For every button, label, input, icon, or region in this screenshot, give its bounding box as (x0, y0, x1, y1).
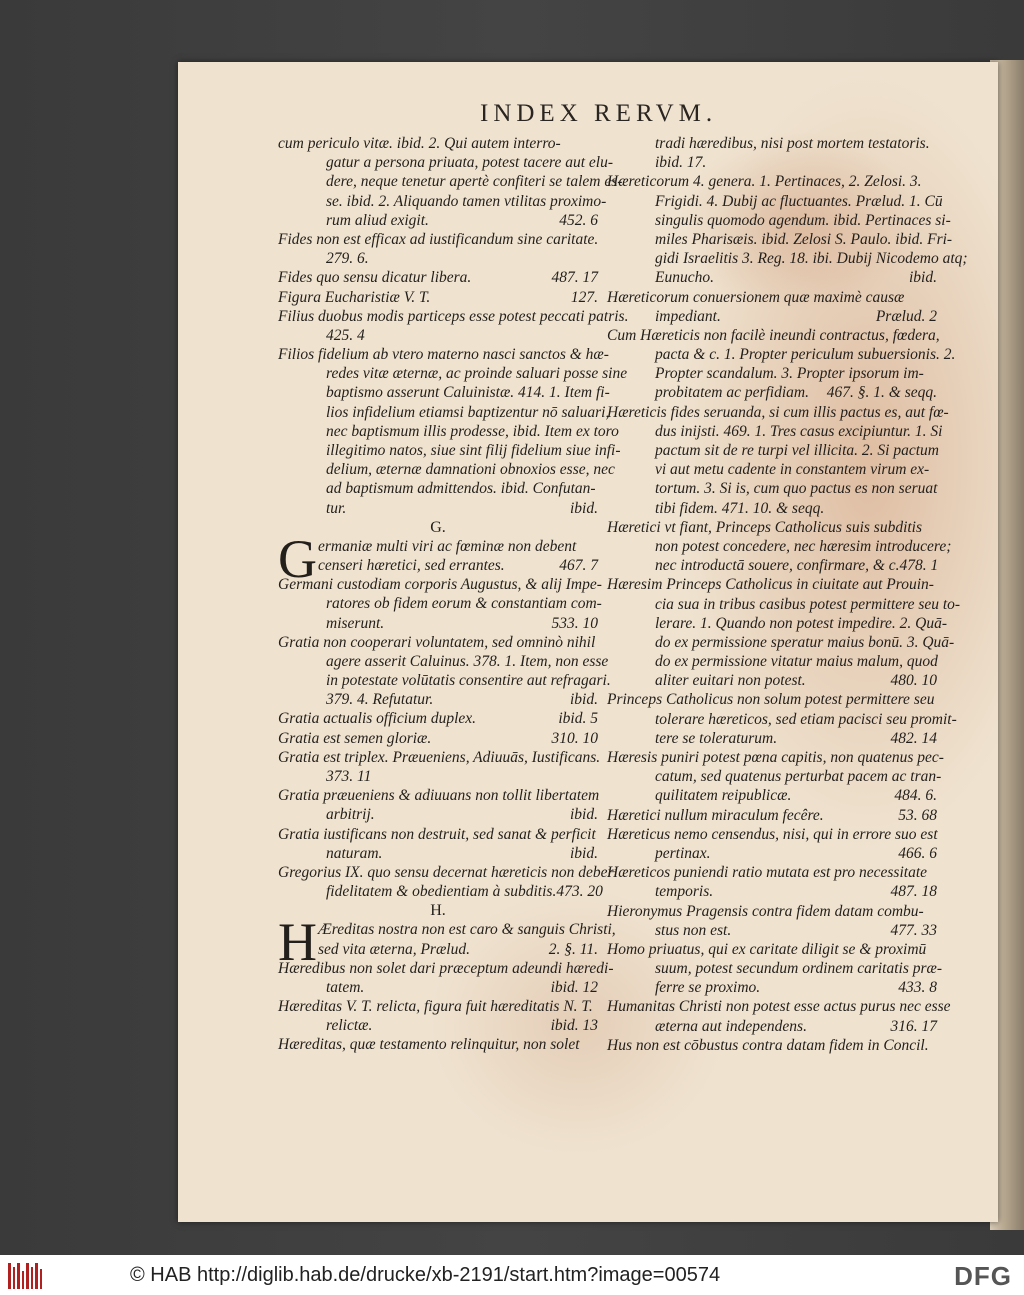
entry-last-line (278, 288, 598, 307)
entry-line: Hæreticorum 4. genera. 1. Pertinaces, 2. Zelosi. 3. (607, 173, 922, 191)
entry-last-line (278, 978, 598, 997)
page-reference: 433. 8 (898, 979, 937, 997)
entry-text: Eunucho. (655, 269, 714, 287)
page-reference: 53. 68 (898, 806, 937, 824)
index-entry (607, 1036, 937, 1055)
page-reference: ibid. 5 (558, 710, 598, 728)
entry-last-line (607, 729, 937, 748)
entry-line: ermaniæ multi viri ac fœminæ non debent (318, 537, 577, 555)
page-reference: ibid. (570, 691, 598, 709)
index-entry (278, 748, 601, 786)
entry-text: stus non est. (655, 921, 732, 939)
index-entry (607, 863, 937, 901)
entry-last-line (607, 671, 937, 690)
entry-last-line (278, 805, 598, 824)
entry-last-line (278, 729, 598, 748)
entry-line: redes vitæ æternæ, ac proinde saluari posse sine (326, 365, 628, 383)
entry-line: Hæreticis fides seruanda, si cum illis pactus es, aut fœ- (607, 403, 949, 421)
index-entry (278, 729, 598, 748)
index-entry (278, 345, 628, 518)
entry-last-line (607, 1036, 937, 1055)
page-reference: 452. 6 (559, 211, 598, 229)
entry-line: Homo priuatus, qui ex caritate diligit se & proximū (607, 940, 927, 958)
page-reference: 487. 18 (890, 883, 937, 901)
entry-text: tur. (326, 499, 347, 517)
entry-text: aliter euitari non potest. (655, 672, 806, 690)
entry-text: Figura Eucharistiæ V. T. (278, 288, 431, 306)
entry-line: lios infidelium etiamsi baptizentur nō saluari, (326, 403, 610, 421)
page-reference: 466. 6 (898, 844, 937, 862)
entry-text: tatem. (326, 978, 365, 996)
entry-line: Gratia iustificans non destruit, sed sanat & perficit (278, 825, 596, 843)
entry-text: fidelitatem & obedientiam à subditis. (326, 883, 557, 901)
entry-text: Gratia est semen gloriæ. (278, 729, 432, 747)
entry-text: æterna aut independens. (655, 1017, 807, 1035)
entry-last-line (278, 1035, 598, 1054)
entry-last-line (278, 614, 598, 633)
index-entry (607, 997, 951, 1035)
entry-line: Humanitas Christi non potest esse actus purus nec esse (607, 998, 951, 1016)
page-reference: 473. 20 (556, 883, 603, 901)
entry-line: baptismo asserunt Caluinistæ. 414. 1. Item fi- (326, 384, 610, 402)
index-entry (278, 134, 623, 230)
entry-text: miserunt. (326, 614, 385, 632)
page-reference: 478. 1 (899, 557, 939, 575)
drop-capital: H (278, 912, 317, 973)
hab-logo-icon (8, 1261, 42, 1289)
entry-last-line (278, 709, 598, 728)
entry-text: 373. 11 (326, 768, 372, 785)
entry-line: Hæresis puniri potest pœna capitis, non quatenus pec- (607, 749, 944, 766)
drop-capital: G (278, 528, 317, 589)
entry-line: non potest concedere, nec hæresim introducere; (655, 537, 952, 555)
entry-last-line (278, 249, 598, 268)
entry-line: do ex permissione vitatur maius malum, quod (655, 653, 938, 671)
page-reference: ibid. (909, 269, 937, 287)
page-reference: ibid. (570, 499, 598, 517)
entry-line: pacta & c. 1. Propter periculum subuersionis. 2. (655, 346, 956, 364)
entry-line: catum, sed quatenus perturbat pacem ac tran- (655, 768, 942, 786)
entry-line: cia sua in tribus casibus potest permittere seu to- (655, 595, 961, 613)
entry-line: cum periculo vitæ. ibid. 2. Qui autem interro- (278, 135, 561, 152)
entry-text: ferre se proximo. (655, 979, 761, 997)
entry-line: vi aut metu cadente in constantem virum ex- (655, 461, 930, 479)
entry-text: naturam. (326, 844, 383, 862)
entry-last-line (607, 499, 937, 518)
page-reference: 2. §. 11. (548, 940, 598, 958)
entry-last-line (607, 786, 937, 805)
entry-line: Princeps Catholicus non solum potest permittere seu (607, 691, 935, 709)
entry-line: singulis quomodo agendum. ibid. Pertinaces si- (655, 211, 951, 229)
entry-text: 379. 4. Refutatur. (326, 691, 434, 709)
entry-line: Æreditas nostra non est caro & sanguis Christi, (318, 921, 616, 939)
running-head: INDEX RERVM. (480, 100, 718, 127)
entry-line: Gregorius IX. quo sensu decernat hæreticis non deberi (278, 863, 618, 881)
entry-last-line (607, 383, 937, 402)
index-entry (278, 1035, 598, 1054)
entry-line: Fides non est efficax ad iustificandum sine caritate. (278, 230, 599, 248)
entry-line: tortum. 3. Si is, cum quo pactus es non seruat (655, 480, 938, 498)
page-reference: 487. 17 (551, 269, 598, 287)
entry-last-line (278, 1016, 598, 1035)
entry-line: lerare. 1. Quando non potest impedire. 2. Quā- (655, 614, 948, 632)
entry-last-line (607, 153, 937, 172)
entry-line: Gratia non cooperari voluntatem, sed omninò nihil (278, 633, 596, 651)
index-entry (278, 575, 602, 633)
entry-line: Filius duobus modis particeps esse potest peccati patris. (278, 307, 629, 325)
entry-text: impediant. (655, 307, 721, 325)
index-entry (278, 307, 629, 345)
entry-line: tradi hæredibus, nisi post mortem testatoris. (655, 135, 930, 152)
entry-line: Hæreticus nemo censendus, nisi, qui in errore suo est (607, 825, 938, 843)
page-reference: 484. 6. (894, 787, 937, 805)
index-entry (278, 633, 611, 710)
entry-line: gidi Israelitis 3. Reg. 18. ibi. Dubij Nicodemo atq; (655, 250, 968, 268)
page-reference: 467. §. 1. & seqq. (826, 384, 937, 402)
index-entry (607, 575, 961, 690)
entry-line: do ex permissione speratur maius bonū. 3. Quā- (655, 633, 955, 651)
index-entry (278, 709, 598, 728)
entry-last-line (278, 940, 598, 959)
index-column-left (278, 134, 629, 1055)
entry-line: nec baptismum illis prodesse, ibid. Item ex toro (326, 422, 619, 440)
entry-text: relictæ. (326, 1017, 373, 1035)
entry-line: Hæretici vt fiant, Princeps Catholicus suis subditis (607, 518, 923, 536)
entry-line: Gratia præueniens & adiuuans non tollit libertatem (278, 787, 600, 805)
entry-line: Germani custodiam corporis Augustus, & alij Impe- (278, 576, 602, 594)
entry-text: quilitatem reipublicæ. (655, 787, 792, 805)
entry-line: ad baptismum admittendos. ibid. Confutan- (326, 480, 596, 498)
entry-last-line (607, 844, 937, 863)
entry-line: dus inijsti. 469. 1. Tres casus excipiuntur. 1. Si (655, 422, 943, 440)
entry-text: 425. 4 (326, 326, 365, 344)
entry-last-line (278, 326, 598, 345)
entry-text: Hæretici nullum miraculum fecêre. (607, 806, 824, 824)
index-column-right (607, 134, 968, 1055)
entry-last-line (278, 268, 598, 287)
entry-last-line (607, 806, 937, 825)
dfg-logo: DFG (954, 1261, 1012, 1291)
index-entry (607, 518, 952, 576)
entry-last-line (278, 844, 598, 863)
page-reference: ibid. 12 (550, 978, 598, 996)
entry-line: gatur a persona priuata, potest tacere aut elu- (326, 154, 614, 172)
entry-line: Hæreticos puniendi ratio mutata est pro necessitate (607, 864, 928, 882)
entry-line: tolerare hæreticos, sed etiam pacisci seu promit- (655, 710, 957, 728)
entry-last-line (607, 268, 937, 287)
entry-line: in potestate volūtatis consentire aut refragari. (326, 672, 611, 690)
page-reference: 310. 10 (551, 729, 598, 747)
entry-last-line (607, 1017, 937, 1036)
entry-text: ibid. 17. (655, 154, 707, 172)
page-reference: 533. 10 (551, 614, 598, 632)
entry-text: temporis. (655, 883, 714, 901)
entry-line: Hæreditas V. T. relicta, figura fuit hæreditatis N. T. (278, 998, 593, 1016)
index-entry (607, 748, 944, 806)
entry-last-line (278, 767, 598, 786)
entry-last-line (278, 690, 598, 709)
index-entry (607, 825, 937, 863)
index-entry (607, 134, 937, 172)
entry-text: Gratia actualis officium duplex. (278, 710, 477, 728)
index-entry (278, 863, 618, 901)
entry-line: Hieronymus Pragensis contra fidem datam combu- (607, 902, 924, 920)
page-reference: ibid. 13 (550, 1017, 598, 1035)
section-letter: H. (430, 902, 446, 920)
entry-line: Gratia est triplex. Præueniens, Adiuuās, Iustificans. (278, 748, 601, 766)
entry-line: Propter scandalum. 3. Propter ipsorum im- (655, 365, 924, 383)
entry-text: 279. 6. (326, 250, 369, 268)
entry-line: Hæredibus non solet dari præceptum adeundi hæredi- (278, 959, 614, 977)
entry-text: nec introductā souere, confirmare, & c. (655, 557, 900, 575)
entry-text: censeri hæretici, sed errantes. (318, 556, 505, 574)
entry-last-line (607, 882, 937, 901)
entry-line: ratores ob fidem eorum & constantiam com- (326, 595, 602, 613)
entry-line: illegitimo natos, siue sint filij fidelium siue infi- (326, 442, 621, 459)
entry-line: pactum sit de re turpi vel illicita. 2. Si pactum (655, 442, 939, 459)
entry-line: Filios fidelium ab vtero materno nasci sanctos & hæ- (278, 346, 609, 364)
section-letter: G. (430, 518, 446, 536)
page-reference: 316. 17 (890, 1017, 937, 1035)
page-reference: 467. 7 (559, 556, 598, 574)
entry-text: Fides quo sensu dicatur libera. (278, 269, 472, 287)
page-reference: 127. (570, 288, 598, 306)
entry-line: agere asserit Caluinus. 378. 1. Item, non esse (326, 652, 609, 670)
page-reference: ibid. (570, 806, 598, 824)
index-entry (278, 268, 598, 287)
index-entry (607, 902, 937, 940)
index-entry (278, 997, 598, 1035)
index-entry (607, 690, 957, 748)
entry-last-line (278, 211, 598, 230)
entry-text: pertinax. (655, 844, 711, 862)
index-entry (278, 786, 598, 824)
index-entry (607, 326, 956, 403)
entry-text: Hæreditas, quæ testamento relinquitur, non solet (278, 1036, 580, 1054)
index-entry (278, 959, 614, 997)
footer-bar (0, 1255, 1024, 1295)
entry-last-line (278, 556, 598, 575)
entry-line: dere, neque tenetur apertè confiteri se talem es- (326, 173, 623, 191)
entry-last-line (607, 978, 937, 997)
entry-text: arbitrij. (326, 806, 375, 824)
entry-text: probitatem ac perfidiam. (655, 384, 809, 402)
entry-line: delium, æternæ damnationi obnoxios esse, nec (326, 461, 615, 479)
entry-last-line (607, 921, 937, 940)
entry-text: tere se toleraturum. (655, 729, 778, 747)
entry-text: tibi fidem. 471. 10. & seqq. (655, 499, 825, 517)
entry-text: Hus non est cōbustus contra datam fidem in Concil. (607, 1036, 929, 1054)
index-entry (607, 940, 943, 998)
footer-copyright-link[interactable]: © HAB http://diglib.hab.de/drucke/xb-2191/start.htm?image=00574 (130, 1264, 721, 1286)
entry-line: Cum Hæreticis non facilè ineundi contractus, fœdera, (607, 326, 940, 344)
index-entry (278, 230, 598, 268)
index-entry (607, 288, 937, 326)
entry-text: sed vita æterna, Prælud. (318, 940, 470, 958)
index-entry (607, 403, 949, 518)
index-entry (607, 172, 968, 287)
entry-line: Hæresim Princeps Catholicus in ciuitate aut Prouin- (607, 576, 934, 594)
page-reference: 477. 33 (890, 921, 937, 939)
index-entry (278, 825, 598, 863)
entry-line: miles Pharisæis. ibid. Zelosi S. Paulo. ibid. Fri- (655, 230, 953, 248)
entry-last-line (278, 882, 603, 901)
page-reference: ibid. (570, 844, 598, 862)
index-entry (278, 288, 598, 307)
entry-line: Frigidi. 4. Dubij ac fluctuantes. Prælud. 1. Cū (655, 192, 943, 210)
page-reference: 482. 14 (890, 729, 937, 747)
page-reference: Prælud. 2 (875, 307, 937, 325)
entry-text: rum aliud exigit. (326, 211, 429, 229)
entry-last-line (607, 307, 937, 326)
entry-line: suum, potest secundum ordinem caritatis præ- (655, 960, 943, 978)
entry-last-line (278, 499, 598, 518)
entry-line: se. ibid. 2. Aliquando tamen vtilitas proximo- (326, 192, 607, 210)
entry-line: Hæreticorum conuersionem quæ maximè causæ (607, 288, 905, 306)
page-reference: 480. 10 (890, 672, 937, 690)
entry-last-line (607, 556, 937, 575)
index-entry (607, 806, 937, 825)
